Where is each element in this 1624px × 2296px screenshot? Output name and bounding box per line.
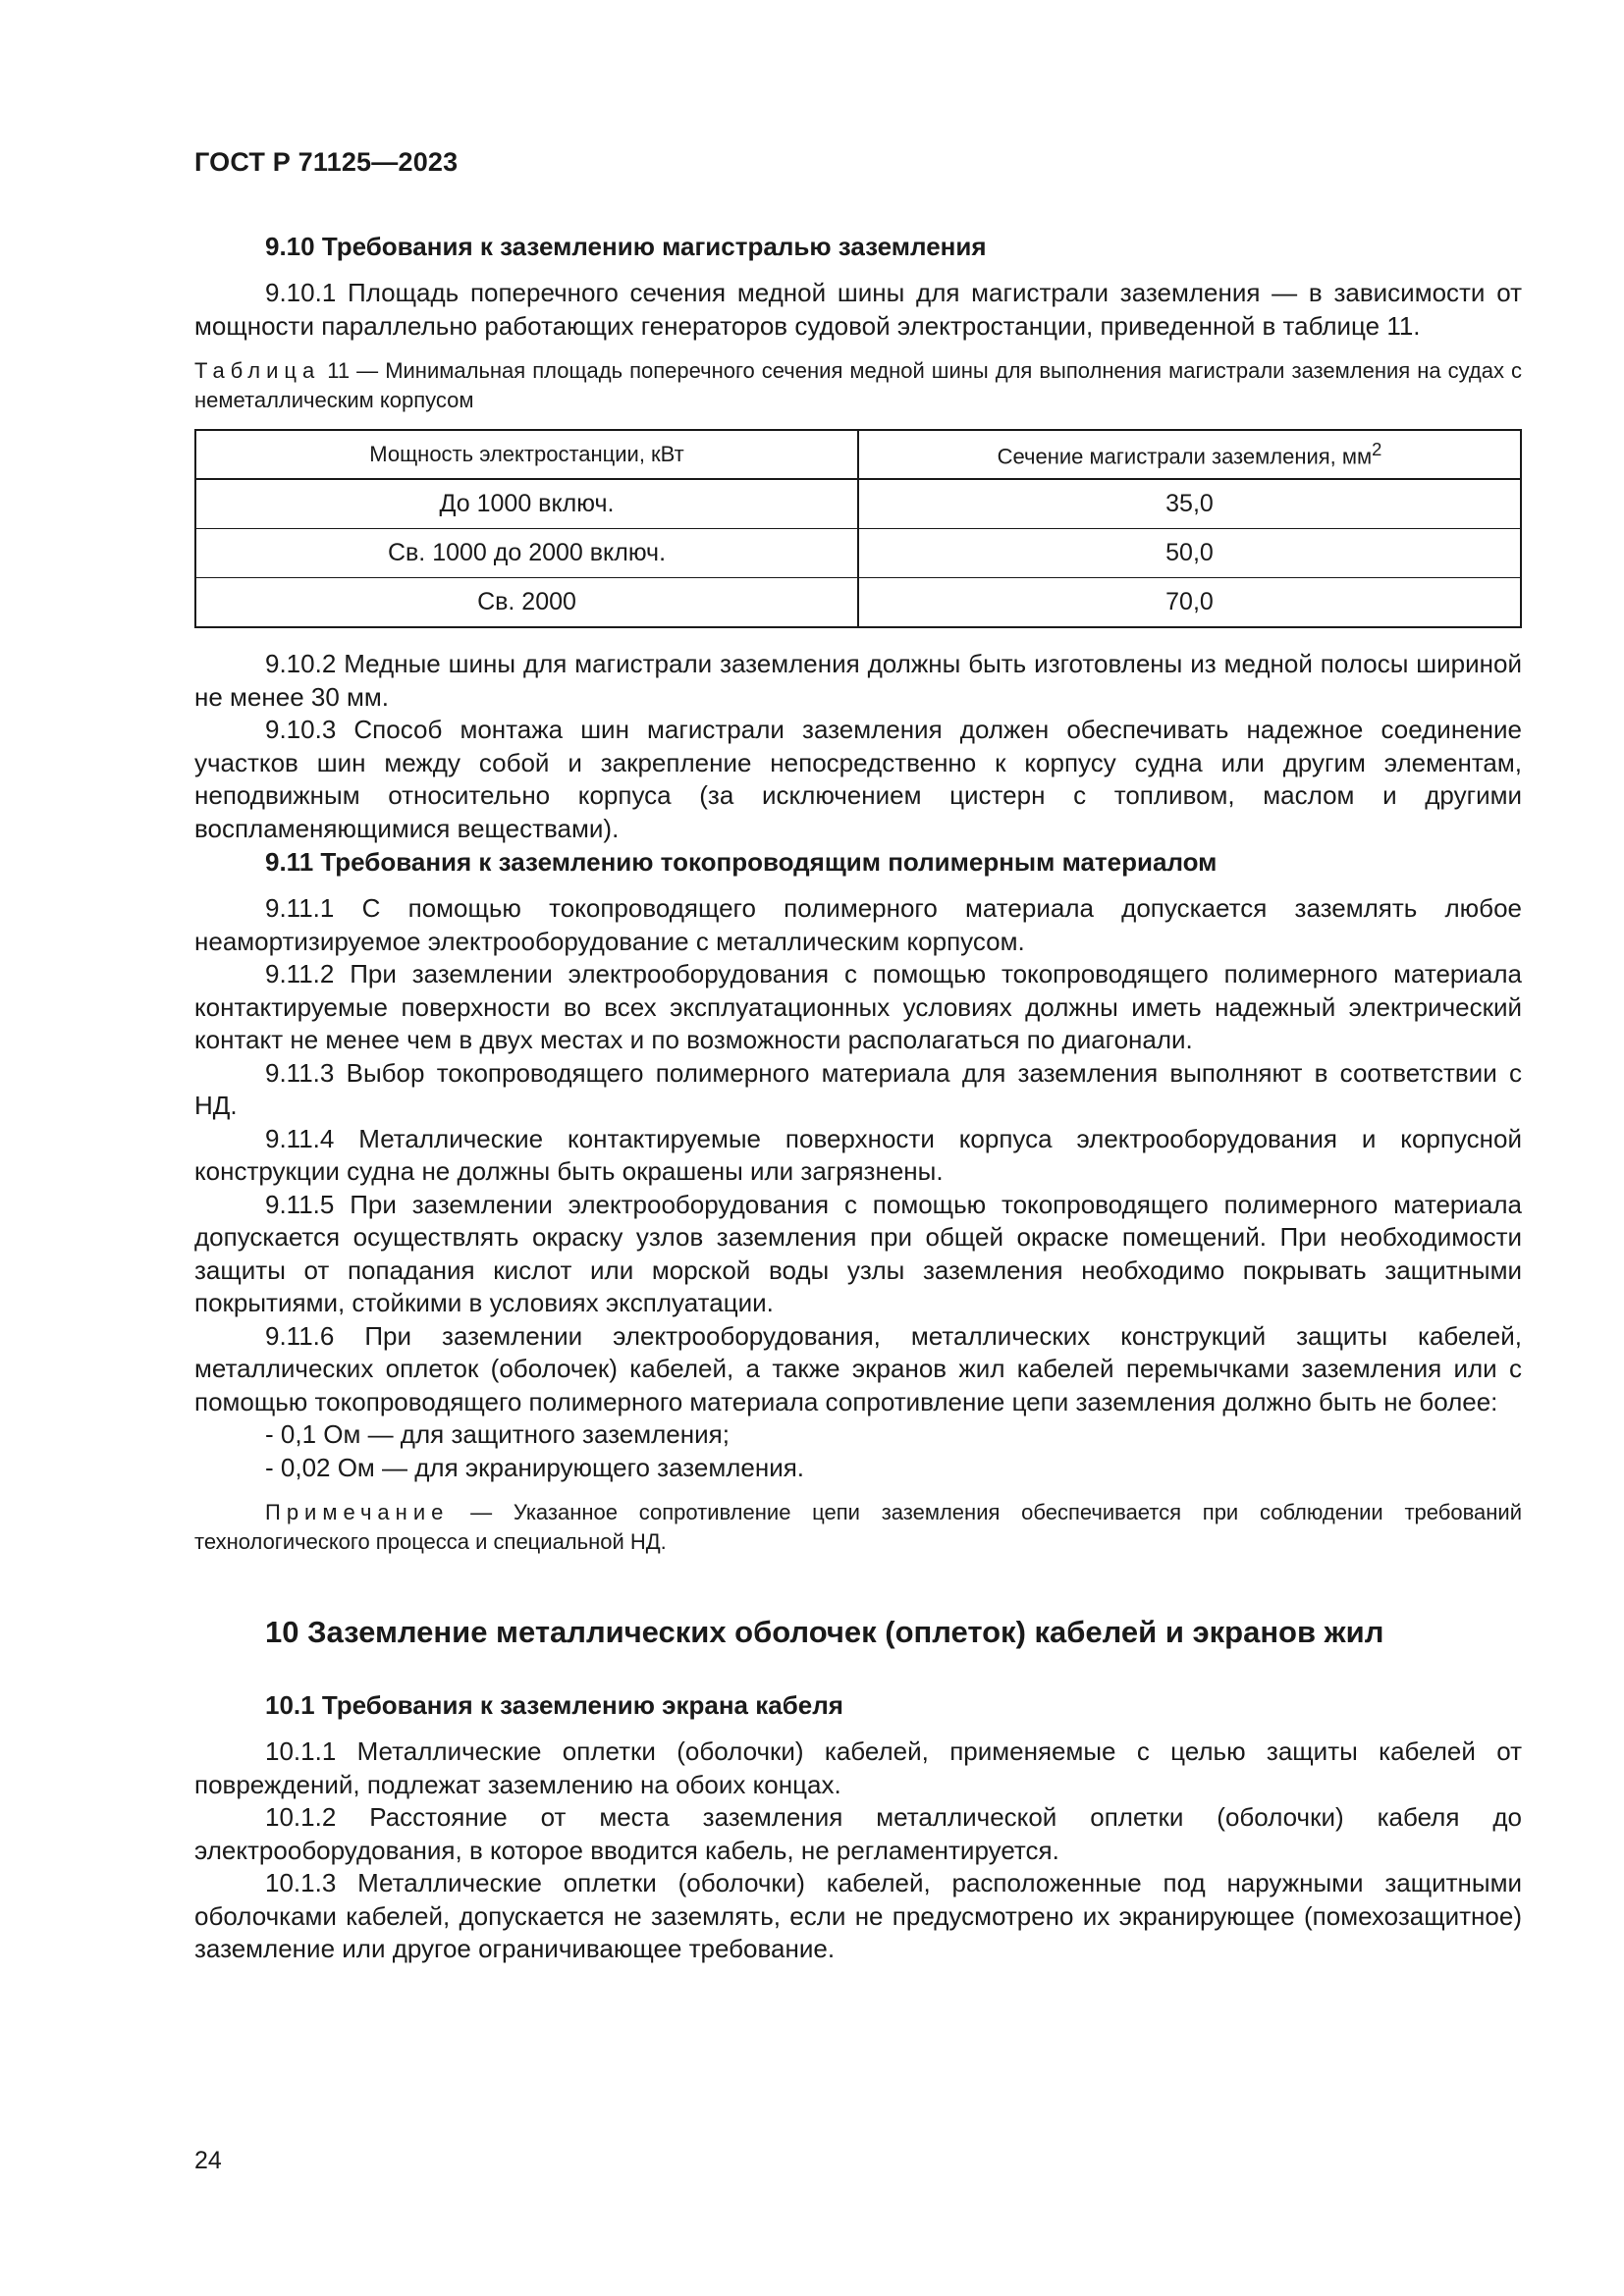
note [194,1498,1522,1557]
table-header-section [858,430,1521,479]
paragraph-9-11-2: 9.11.2 При заземлении электрооборудования с помощью токопроводящего полимерного материала контактируемые поверхности во всех эксплуатационных условиях должны иметь надежный электрический контакт не менее чем в двух местах и по возможности располагаться по диагонали. [194,959,1522,1054]
section-9-10-title: 9.10 Требования к заземлению магистралью заземления [265,232,987,261]
paragraph-9-11-1: 9.11.1 С помощью токопроводящего полимерного материала допускается заземлять любое неамортизируемое электрооборудование с металлическим корпусом. [194,893,1522,956]
section-10-1-title: 10.1 Требования к заземлению экрана кабеля [265,1690,843,1720]
table-row [195,529,1521,578]
table-header-row [195,430,1521,479]
paragraph-9-10-3: 9.10.3 Способ монтажа шин магистрали заземления должен обеспечивать надежное соединение участков шин между собой и закрепление непосредственно к корпусу судна или другим элементам, неподвижным относительно корпуса (за исключением цистерн с топливом, маслом и другими воспламеняющимися веществами). [194,715,1522,843]
table-label: Таблица [194,358,321,383]
paragraph-10-1-3: 10.1.3 Металлические оплетки (оболочки) кабелей, расположенные под наружными защитными оболочками кабелей, допускается не заземлять, если не предусмотрено их экранирующее (помехозащитное) заземление или другое ограничивающее требование. [194,1868,1522,1963]
table-row [195,578,1521,628]
paragraph-10-1-1: 10.1.1 Металлические оплетки (оболочки) кабелей, применяемые с целью защиты кабелей от повреждений, подлежат заземлению на обоих концах. [194,1736,1522,1799]
table-header-power: Мощность электростанции, кВт [195,430,858,479]
paragraph-9-11-6: 9.11.6 При заземлении электрооборудования, металлических конструкций защиты кабелей, металлических оплеток (оболочек) кабелей, а также экранов жил кабелей перемычками заземления или с помощью токопроводящего полимерного материала сопротивление цепи заземления должно быть не более: [194,1320,1522,1416]
document-page [194,147,1522,1966]
table-cell-section: 50,0 [858,529,1521,578]
document-header: ГОСТ Р 71125—2023 [194,147,459,177]
table-row [195,479,1521,529]
note-label: Примечание [265,1500,450,1524]
list-item: - 0,02 Ом — для экранирующего заземления. [265,1452,805,1482]
note-text: — Указанное сопротивление цепи заземления обеспечивается при соблюдении требований технологического процесса и специальной НД. [194,1500,1522,1554]
table-cell-power: Св. 1000 до 2000 включ. [195,529,858,578]
table-cell-section: 35,0 [858,479,1521,529]
table-cell-section: 70,0 [858,578,1521,628]
list-item: - 0,1 Ом — для защитного заземления; [265,1419,730,1449]
table-caption-text: 11 — Минимальная площадь поперечного сечения медной шины для выполнения магистрали заземления на судах с неметаллическим корпусом [194,358,1522,412]
paragraph-9-11-5: 9.11.5 При заземлении электрооборудования с помощью токопроводящего полимерного материала допускается осуществлять окраску узлов заземления при общей окраске помещений. При необходимости защиты от попадания кислот или морской воды узлы заземления необходимо покрывать защитными покрытиями, стойкими в условиях эксплуатации. [194,1189,1522,1317]
table-header-section-text: Сечение магистрали заземления, мм [997,444,1373,469]
table-cell-power: Св. 2000 [195,578,858,628]
paragraph-9-10-1: 9.10.1 Площадь поперечного сечения медной шины для магистрали заземления — в зависимости от мощности параллельно работающих генераторов судовой электростанции, приведенной в таблице 11. [194,278,1522,341]
section-9-11-title: 9.11 Требования к заземлению токопроводящим полимерным материалом [265,847,1218,877]
section-10-title: 10 Заземление металлических оболочек (оплеток) кабелей и экранов жил [265,1615,1384,1649]
page-number: 24 [194,2147,222,2174]
table-11-caption [194,356,1522,415]
paragraph-9-10-2: 9.10.2 Медные шины для магистрали заземления должны быть изготовлены из медной полосы шириной не менее 30 мм. [194,649,1522,712]
table-cell-power: До 1000 включ. [195,479,858,529]
table-header-section-sup: 2 [1372,439,1382,460]
paragraph-9-11-4: 9.11.4 Металлические контактируемые поверхности корпуса электрооборудования и корпусной конструкции судна не должны быть окрашены или загрязнены. [194,1123,1522,1186]
paragraph-9-11-3: 9.11.3 Выбор токопроводящего полимерного материала для заземления выполняют в соответствии с НД. [194,1057,1522,1120]
table-11 [194,429,1522,628]
paragraph-10-1-2: 10.1.2 Расстояние от места заземления металлической оплетки (оболочки) кабеля до электрооборудования, в которое вводится кабель, не регламентируется. [194,1802,1522,1865]
